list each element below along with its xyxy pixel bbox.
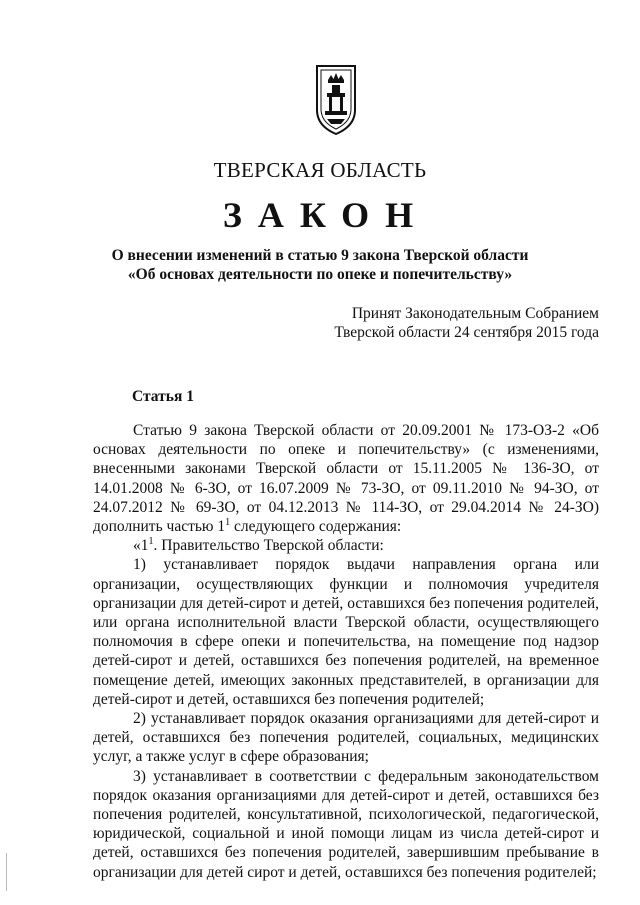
- part-heading: [93, 536, 599, 555]
- document-type: ЗАКОН: [222, 195, 430, 235]
- adoption-line-1: Принят Законодательным Собранием: [351, 305, 599, 322]
- coat-of-arms-icon: [315, 64, 357, 136]
- article-heading: Статья 1: [132, 388, 194, 405]
- article-body: [93, 421, 599, 882]
- list-item: 1) устанавливает порядок выдачи направления органа или организации, осуществляющих функции и полномочия учредителя организации для детей-сирот и детей, оставшихся без попечения родителей, или органа исполнительной власти Тверской области, осуществляющего полномочия в сфере опеки и попечительства, на помещение под надзор детей-сирот и детей, оставшихся без попечения родителей, на временное помещение детей, имеющих законных представителей, в организации для детей-сирот и детей, оставшихся без попечения родителей;: [93, 556, 599, 708]
- scan-edge-mark: [6, 853, 7, 891]
- law-title-line-2: «Об основах деятельности по опеке и попечительству»: [127, 266, 513, 283]
- list-item: 2) устанавливает порядок оказания организациями для детей-сирот и детей, оставшихся без попечения родителей, социальных, медицинских услуг, а также услуг в сфере образования;: [93, 710, 599, 766]
- part-rest: . Правительство Тверской области:: [153, 537, 384, 555]
- part-superscript: 1: [148, 536, 154, 548]
- article-intro: [93, 421, 599, 536]
- adoption-line-2: Тверской области 24 сентября 2015 года: [334, 324, 599, 341]
- part-open: «1: [133, 537, 149, 555]
- adoption-note: [334, 304, 599, 342]
- article-intro-superscript: 1: [225, 517, 231, 529]
- law-title-line-1: О внесении изменений в статью 9 закона Тверской области: [111, 247, 529, 264]
- list-item: 3) устанавливает в соответствии с федеральным законодательством порядок оказания организациями для детей-сирот и детей, оставшихся без попечения родителей, консультативной, психологической, педагогической, юридической, социальной и иной помощи лицам из числа детей-сирот и детей, оставшихся без попечения родителей, завершившим пребывание в организации для детей сирот и детей, оставшихся без попечения родителей;: [93, 767, 599, 881]
- region-name: ТВЕРСКАЯ ОБЛАСТЬ: [213, 158, 427, 182]
- article-intro-ending: следующего содержания:: [230, 518, 402, 536]
- law-title: [0, 246, 640, 284]
- article-intro-text: Статью 9 закона Тверской области от 20.09.2001 № 173-ОЗ-2 «Об основах деятельности по опеке и попечительству» (с изменениями, внесенными законами Тверской области от 15.11.2005 № 136-ЗО, от 14.01.2008 № 6-ЗО, от 16.07.2009 № 73-ЗО, от 09.11.2010 № 94-ЗО, от 24.07.2012 № 69-ЗО, от 04.12.2013 № 114-ЗО, от 29.04.2014 № 24-ЗО) дополнить частью 1: [93, 422, 599, 536]
